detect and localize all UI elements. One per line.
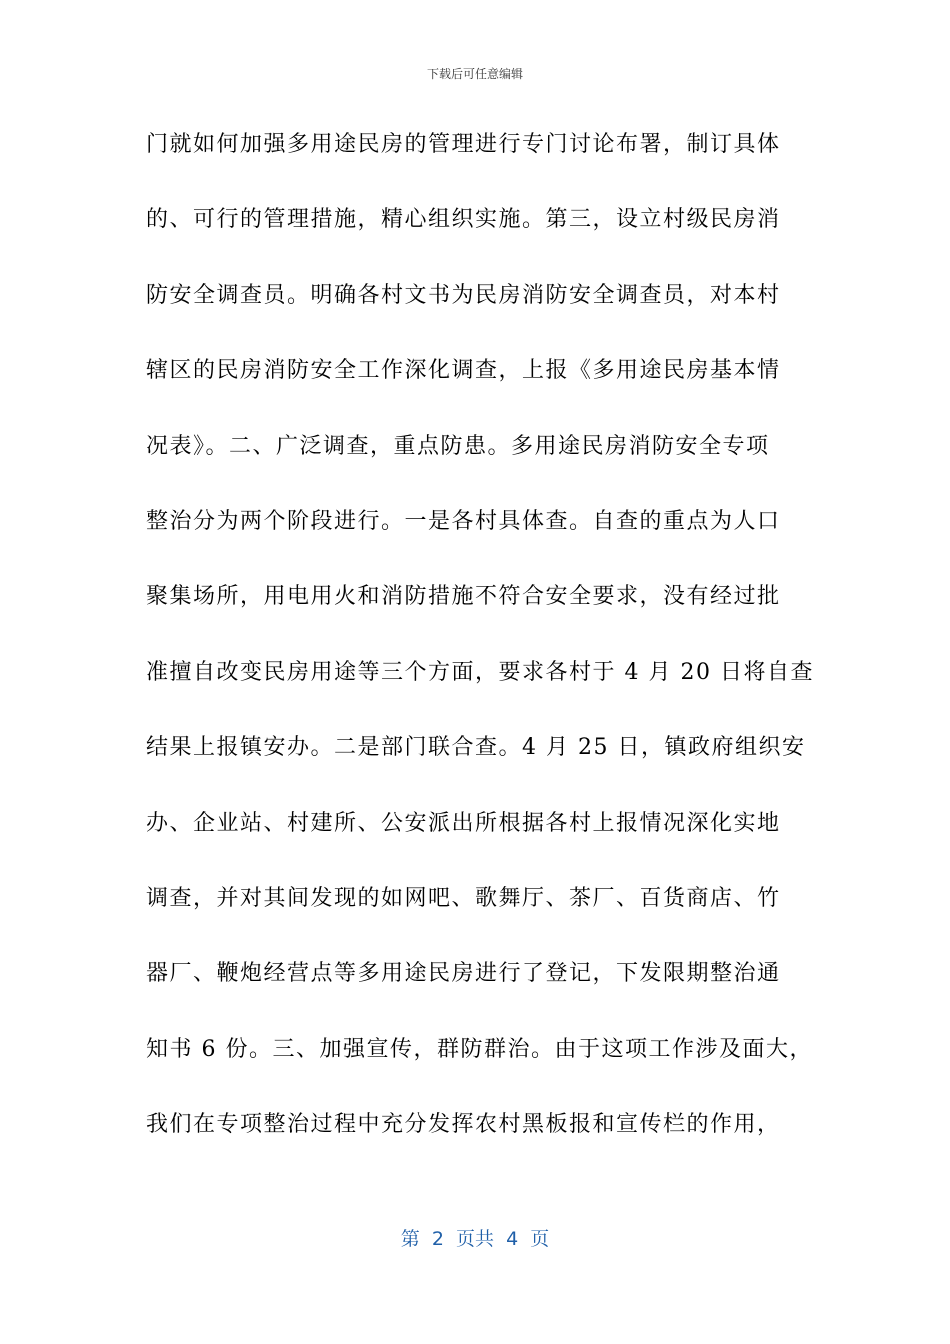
text-line: 防安全调查员。明确各村文书为民房消防安全调查员，对本村: [146, 282, 781, 308]
text-line: 辖区的民房消防安全工作深化调查，上报《多用途民房基本情: [146, 358, 781, 384]
text-line: 况表》。二、广泛调查，重点防患。多用途民房消防安全专项: [146, 433, 770, 459]
page-number-footer: [0, 1226, 950, 1252]
text-line: 的、可行的管理措施，精心组织实施。第三，设立村级民房消: [146, 207, 781, 233]
text-line: 我们在专项整治过程中充分发挥农村黑板报和宣传栏的作用，: [146, 1112, 781, 1138]
text-line: 办、企业站、村建所、公安派出所根据各村上报情况深化实地: [146, 810, 781, 836]
text-line: 知书 6 份。三、加强宣传，群防群治。由于这项工作涉及面大，: [146, 1036, 813, 1062]
text-line: 门就如何加强多用途民房的管理进行专门讨论布署，制订具体: [146, 132, 781, 157]
text-line: 器厂、鞭炮经营点等多用途民房进行了登记，下发限期整治通: [146, 961, 781, 987]
text-line: 整治分为两个阶段进行。一是各村具体查。自查的重点为人口: [146, 508, 781, 534]
page-header: 下载后可任意编辑: [426, 67, 523, 81]
text-line: 聚集场所，用电用火和消防措施不符合安全要求，没有经过批: [146, 584, 781, 610]
text-line: 调查，并对其间发现的如网吧、歌舞厅、茶厂、百货商店、竹: [146, 885, 781, 911]
text-line: 准擅自改变民房用途等三个方面，要求各村于 4 月 20 日将自查: [146, 659, 814, 685]
body-text: [146, 121, 814, 1176]
text-line: 结果上报镇安办。二是部门联合查。4 月 25 日，镇政府组织安: [146, 735, 806, 761]
page-number-text: 第 2 页共 4 页: [400, 1228, 550, 1250]
